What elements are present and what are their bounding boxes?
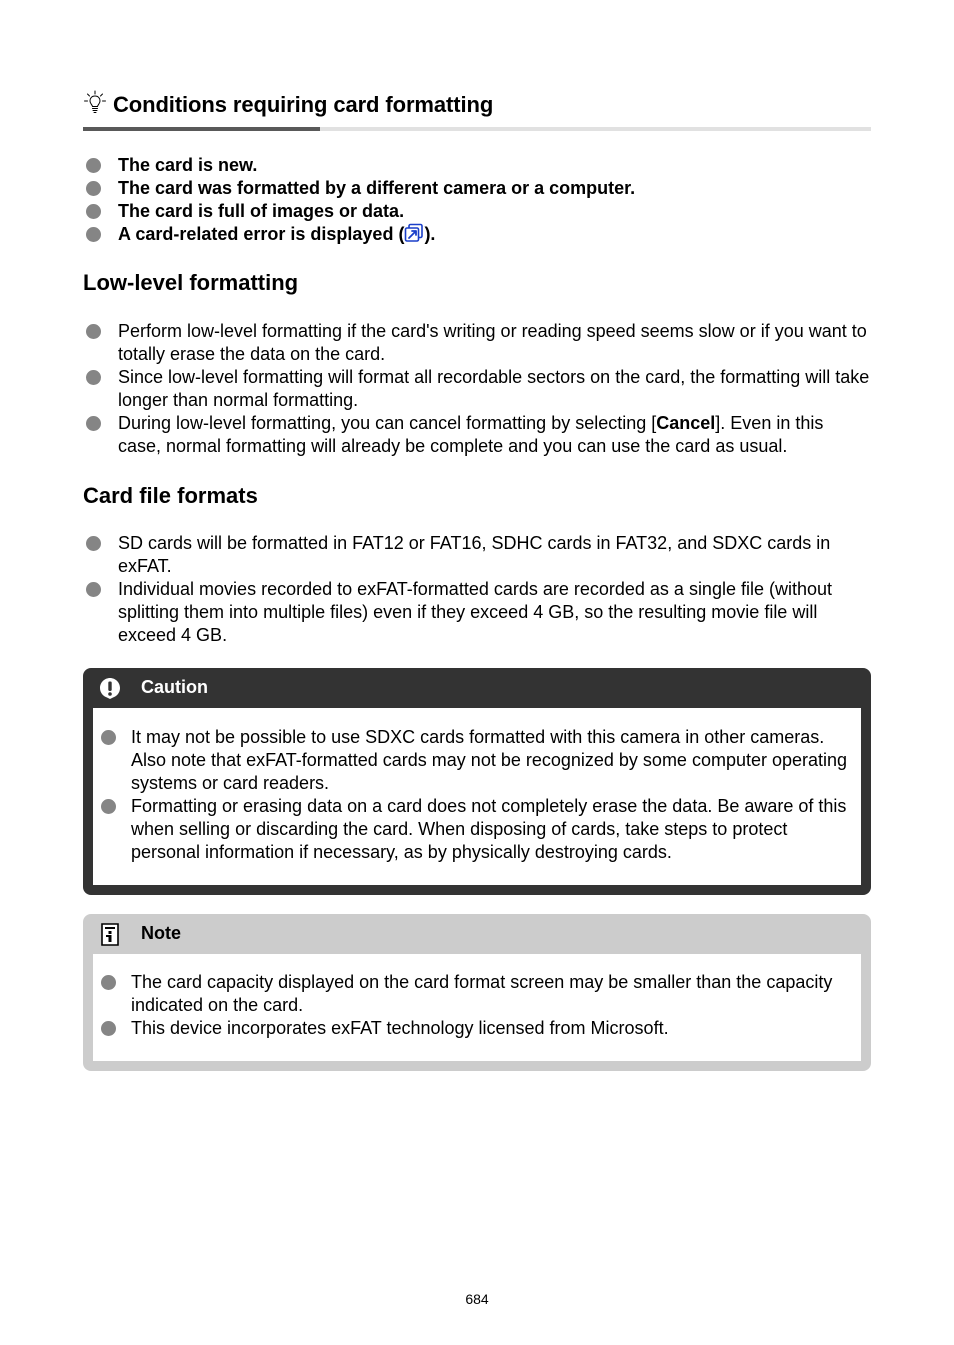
bullet-icon [101,1021,116,1036]
section-heading [83,88,871,132]
low-level-heading: Low-level formatting [83,270,299,295]
list-item: The card was formatted by a different camera or a computer. [83,177,871,200]
caution-box [83,668,871,895]
bullet-icon [101,799,116,814]
list-item: Formatting or erasing data on a card does not completely erase the data. Be aware of this when selling or discarding the card. When disposing of cards, take steps to protect personal information if necessary, as by physically destroying cards. [93,795,861,864]
file-formats-heading: Card file formats [83,483,258,508]
bullet-icon [86,204,101,219]
bullet-icon [86,181,101,196]
low-level-list [83,320,871,458]
list-item: Perform low-level formatting if the card's writing or reading speed seems slow or if you want to totally erase the data on the card. [83,320,871,366]
caution-body [93,708,861,885]
list-item: Individual movies recorded to exFAT-formatted cards are recorded as a single file (without splitting them into multiple files) even if they exceed 4 GB, so the resulting movie file will exceed 4 GB. [83,578,871,647]
bullet-icon [86,536,101,551]
list-item: The card capacity displayed on the card format screen may be smaller than the capacity indicated on the card. [93,971,861,1017]
bullet-icon [86,227,101,242]
list-item: This device incorporates exFAT technology licensed from Microsoft. [93,1017,861,1040]
caution-list [93,726,861,864]
bullet-icon [86,158,101,173]
page-number: 684 [465,1291,489,1307]
file-formats-list [83,532,871,647]
bullet-icon [86,582,101,597]
heading-rule-accent [83,127,320,131]
caution-icon [99,677,121,699]
note-list [93,971,861,1040]
bullet-icon [101,730,116,745]
note-icon [100,923,120,946]
caution-title: Caution [141,677,208,697]
bullet-icon [86,324,101,339]
list-item: A card-related error is displayed ( ). [83,223,871,246]
list-item: SD cards will be formatted in FAT12 or FAT16, SDHC cards in FAT32, and SDXC cards in exFAT. [83,532,871,578]
list-item: During low-level formatting, you can cancel formatting by selecting [Cancel]. Even in this case, normal formatting will already be complete and you can use the card as usual. [83,412,871,458]
list-item: It may not be possible to use SDXC cards formatted with this camera in other cameras. Also note that exFAT-formatted cards may not be recognized by some computer operating systems or card readers. [93,726,861,795]
cancel-label: Cancel [656,413,716,433]
bullet-icon [86,416,101,431]
list-item: The card is full of images or data. [83,200,871,223]
bullet-icon [86,370,101,385]
page-title: Conditions requiring card formatting [113,92,494,117]
list-item: The card is new. [83,154,871,177]
conditions-list [83,154,871,246]
bullet-icon [101,975,116,990]
list-item: Since low-level formatting will format all recordable sectors on the card, the formatting will take longer than normal formatting. [83,366,871,412]
note-title: Note [141,923,181,943]
lightbulb-icon [83,90,107,114]
note-body [93,954,861,1061]
note-box [83,914,871,1071]
page-link-icon[interactable] [404,223,424,243]
